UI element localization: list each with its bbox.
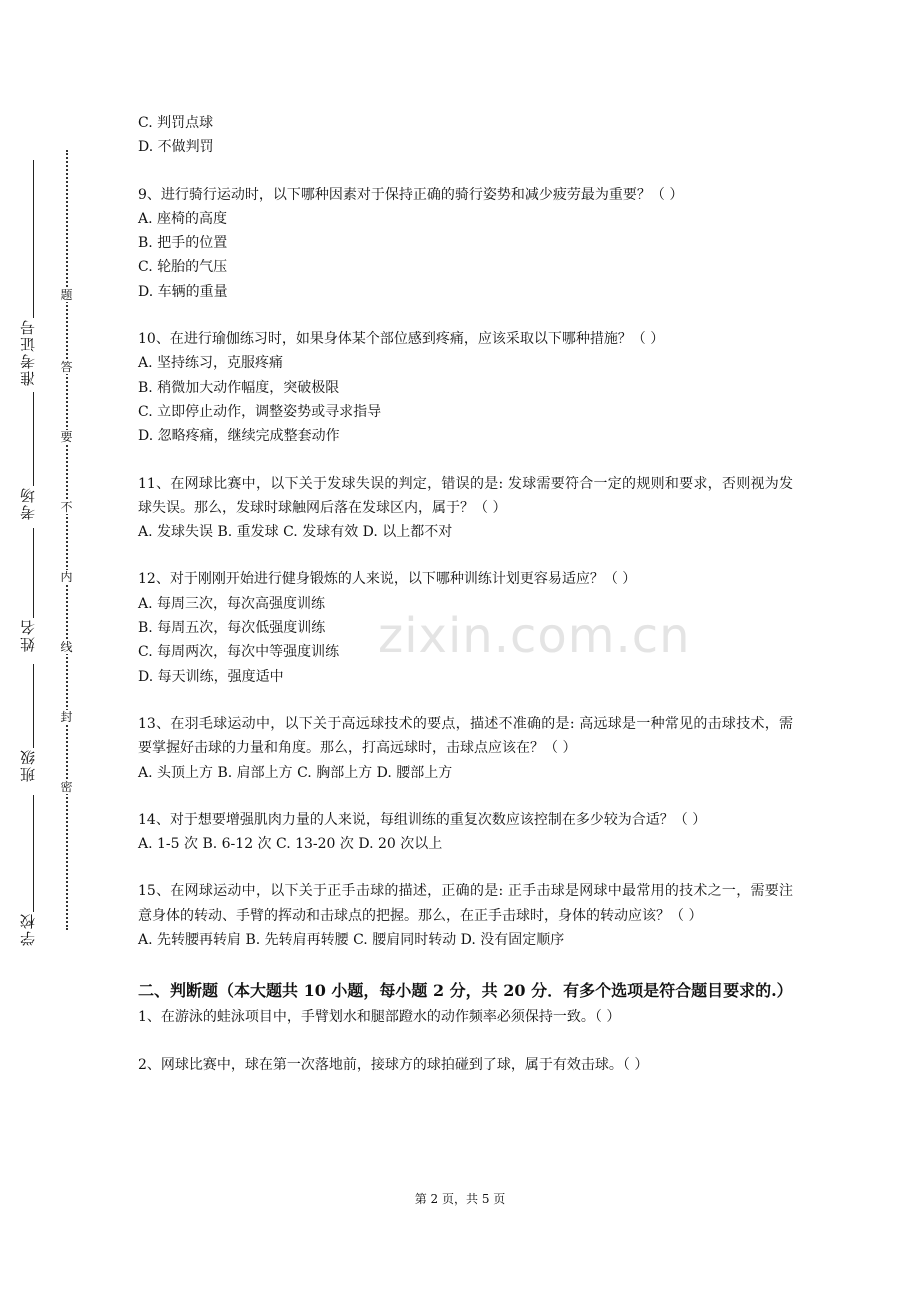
seal-char: 线 bbox=[58, 640, 75, 654]
option: A. 先转腰再转肩 B. 先转肩再转腰 C. 腰肩同时转动 D. 没有固定顺序 bbox=[138, 932, 565, 949]
question-text: 13、在羽毛球运动中，以下关于高远球技术的要点，描述不准确的是: 高远球是一种常见的击球技术，需要掌握好击球的力量和角度。那么，打高远球时，击球点应该在？（ ） bbox=[138, 715, 793, 757]
option: B. 稍微加大动作幅度，突破极限 bbox=[138, 379, 340, 396]
class-label: 班级 bbox=[19, 748, 37, 782]
seal-char: 答 bbox=[58, 360, 75, 374]
question-text: 14、对于想要增强肌肉力量的人来说，每组训练的重复次数应该控制在多少较为合适？（ ） bbox=[138, 811, 707, 828]
question-text: 11、在网球比赛中，以下关于发球失误的判定，错误的是: 发球需要符合一定的规则和要求，否则视为发球失误。那么，发球时球触网后落在发球区内，属于？（ ） bbox=[138, 475, 793, 516]
option: A. 1-5 次 B. 6-12 次 C. 13-20 次 D. 20 次以上 bbox=[138, 836, 443, 853]
seal-char: 封 bbox=[58, 710, 75, 724]
question-text: 10、在进行瑜伽练习时，如果身体某个部位感到疼痛，应该采取以下哪种措施？（ ） bbox=[138, 331, 665, 348]
option: C. 判罚点球 bbox=[138, 115, 214, 131]
option: D. 忽略疼痛，继续完成整套动作 bbox=[138, 428, 340, 445]
question-11 bbox=[138, 472, 793, 545]
question-15 bbox=[138, 879, 793, 952]
exam-number-label: 准考证号 bbox=[19, 318, 37, 386]
option: A. 座椅的高度 bbox=[138, 210, 228, 227]
option: C. 立即停止动作，调整姿势或寻求指导 bbox=[138, 403, 382, 420]
question-14 bbox=[138, 808, 793, 857]
exam-number-line bbox=[33, 160, 34, 318]
section-2 bbox=[138, 979, 793, 1077]
option: B. 每周五次，每次低强度训练 bbox=[138, 620, 326, 637]
option: A. 发球失误 B. 重发球 C. 发球有效 D. 以上都不对 bbox=[138, 524, 453, 541]
name-line bbox=[33, 528, 34, 618]
option: D. 不做判罚 bbox=[138, 139, 214, 156]
seal-char: 内 bbox=[58, 570, 75, 584]
option: A. 坚持练习，克服疼痛 bbox=[138, 355, 284, 372]
question-8-tail bbox=[138, 111, 793, 160]
option: D. 车辆的重量 bbox=[138, 283, 228, 300]
question-12 bbox=[138, 567, 793, 688]
question-13 bbox=[138, 712, 793, 785]
seal-dotted-line bbox=[66, 150, 68, 930]
name-label: 姓名 bbox=[19, 618, 37, 652]
binding-margin bbox=[0, 0, 110, 1302]
option: B. 把手的位置 bbox=[138, 235, 228, 252]
seal-char: 题 bbox=[58, 288, 75, 302]
seal-char: 不 bbox=[58, 500, 75, 514]
section-title: 二、判断题（本大题共 10 小题，每小题 2 分，共 20 分．有多个选项是符合题目要求的.） bbox=[138, 981, 793, 1001]
option: C. 轮胎的气压 bbox=[138, 259, 228, 276]
school-label: 学校 bbox=[19, 912, 37, 946]
option: A. 头顶上方 B. 肩部上方 C. 胸部上方 D. 腰部上方 bbox=[138, 764, 453, 781]
judgment-item: 2、网球比赛中，球在第一次落地前，接球方的球拍碰到了球，属于有效击球。（ ） bbox=[138, 1056, 649, 1073]
question-10 bbox=[138, 327, 793, 448]
question-text: 12、对于刚刚开始进行健身锻炼的人来说，以下哪种训练计划更容易适应？（ ） bbox=[138, 571, 637, 588]
option: A. 每周三次，每次高强度训练 bbox=[138, 595, 326, 612]
page-footer: 第 2 页，共 5 页 bbox=[414, 1192, 506, 1206]
option: D. 每天训练，强度适中 bbox=[138, 668, 284, 685]
watermark: zixin.com.cn bbox=[378, 608, 691, 664]
seal-char: 密 bbox=[58, 780, 75, 794]
seal-char: 要 bbox=[58, 430, 75, 444]
judgment-item: 1、在游泳的蛙泳项目中，手臂划水和腿部蹬水的动作频率必须保持一致。（ ） bbox=[138, 1009, 621, 1026]
exam-room-line bbox=[33, 392, 34, 486]
question-text: 15、在网球运动中，以下关于正手击球的描述，正确的是: 正手击球是网球中最常用的技术之一，需要注意身体的转动、手臂的挥动和击球点的把握。那么，在正手击球时，身体的转动应该？（ ） bbox=[138, 883, 793, 924]
exam-room-label: 考场 bbox=[19, 486, 37, 520]
class-line bbox=[33, 664, 34, 748]
option: C. 每周两次，每次中等强度训练 bbox=[138, 644, 340, 661]
question-9 bbox=[138, 183, 793, 304]
school-line bbox=[33, 795, 34, 912]
exam-content bbox=[138, 111, 793, 1077]
question-text: 9、进行骑行运动时，以下哪种因素对于保持正确的骑行姿势和减少疲劳最为重要？（ ） bbox=[138, 186, 684, 203]
